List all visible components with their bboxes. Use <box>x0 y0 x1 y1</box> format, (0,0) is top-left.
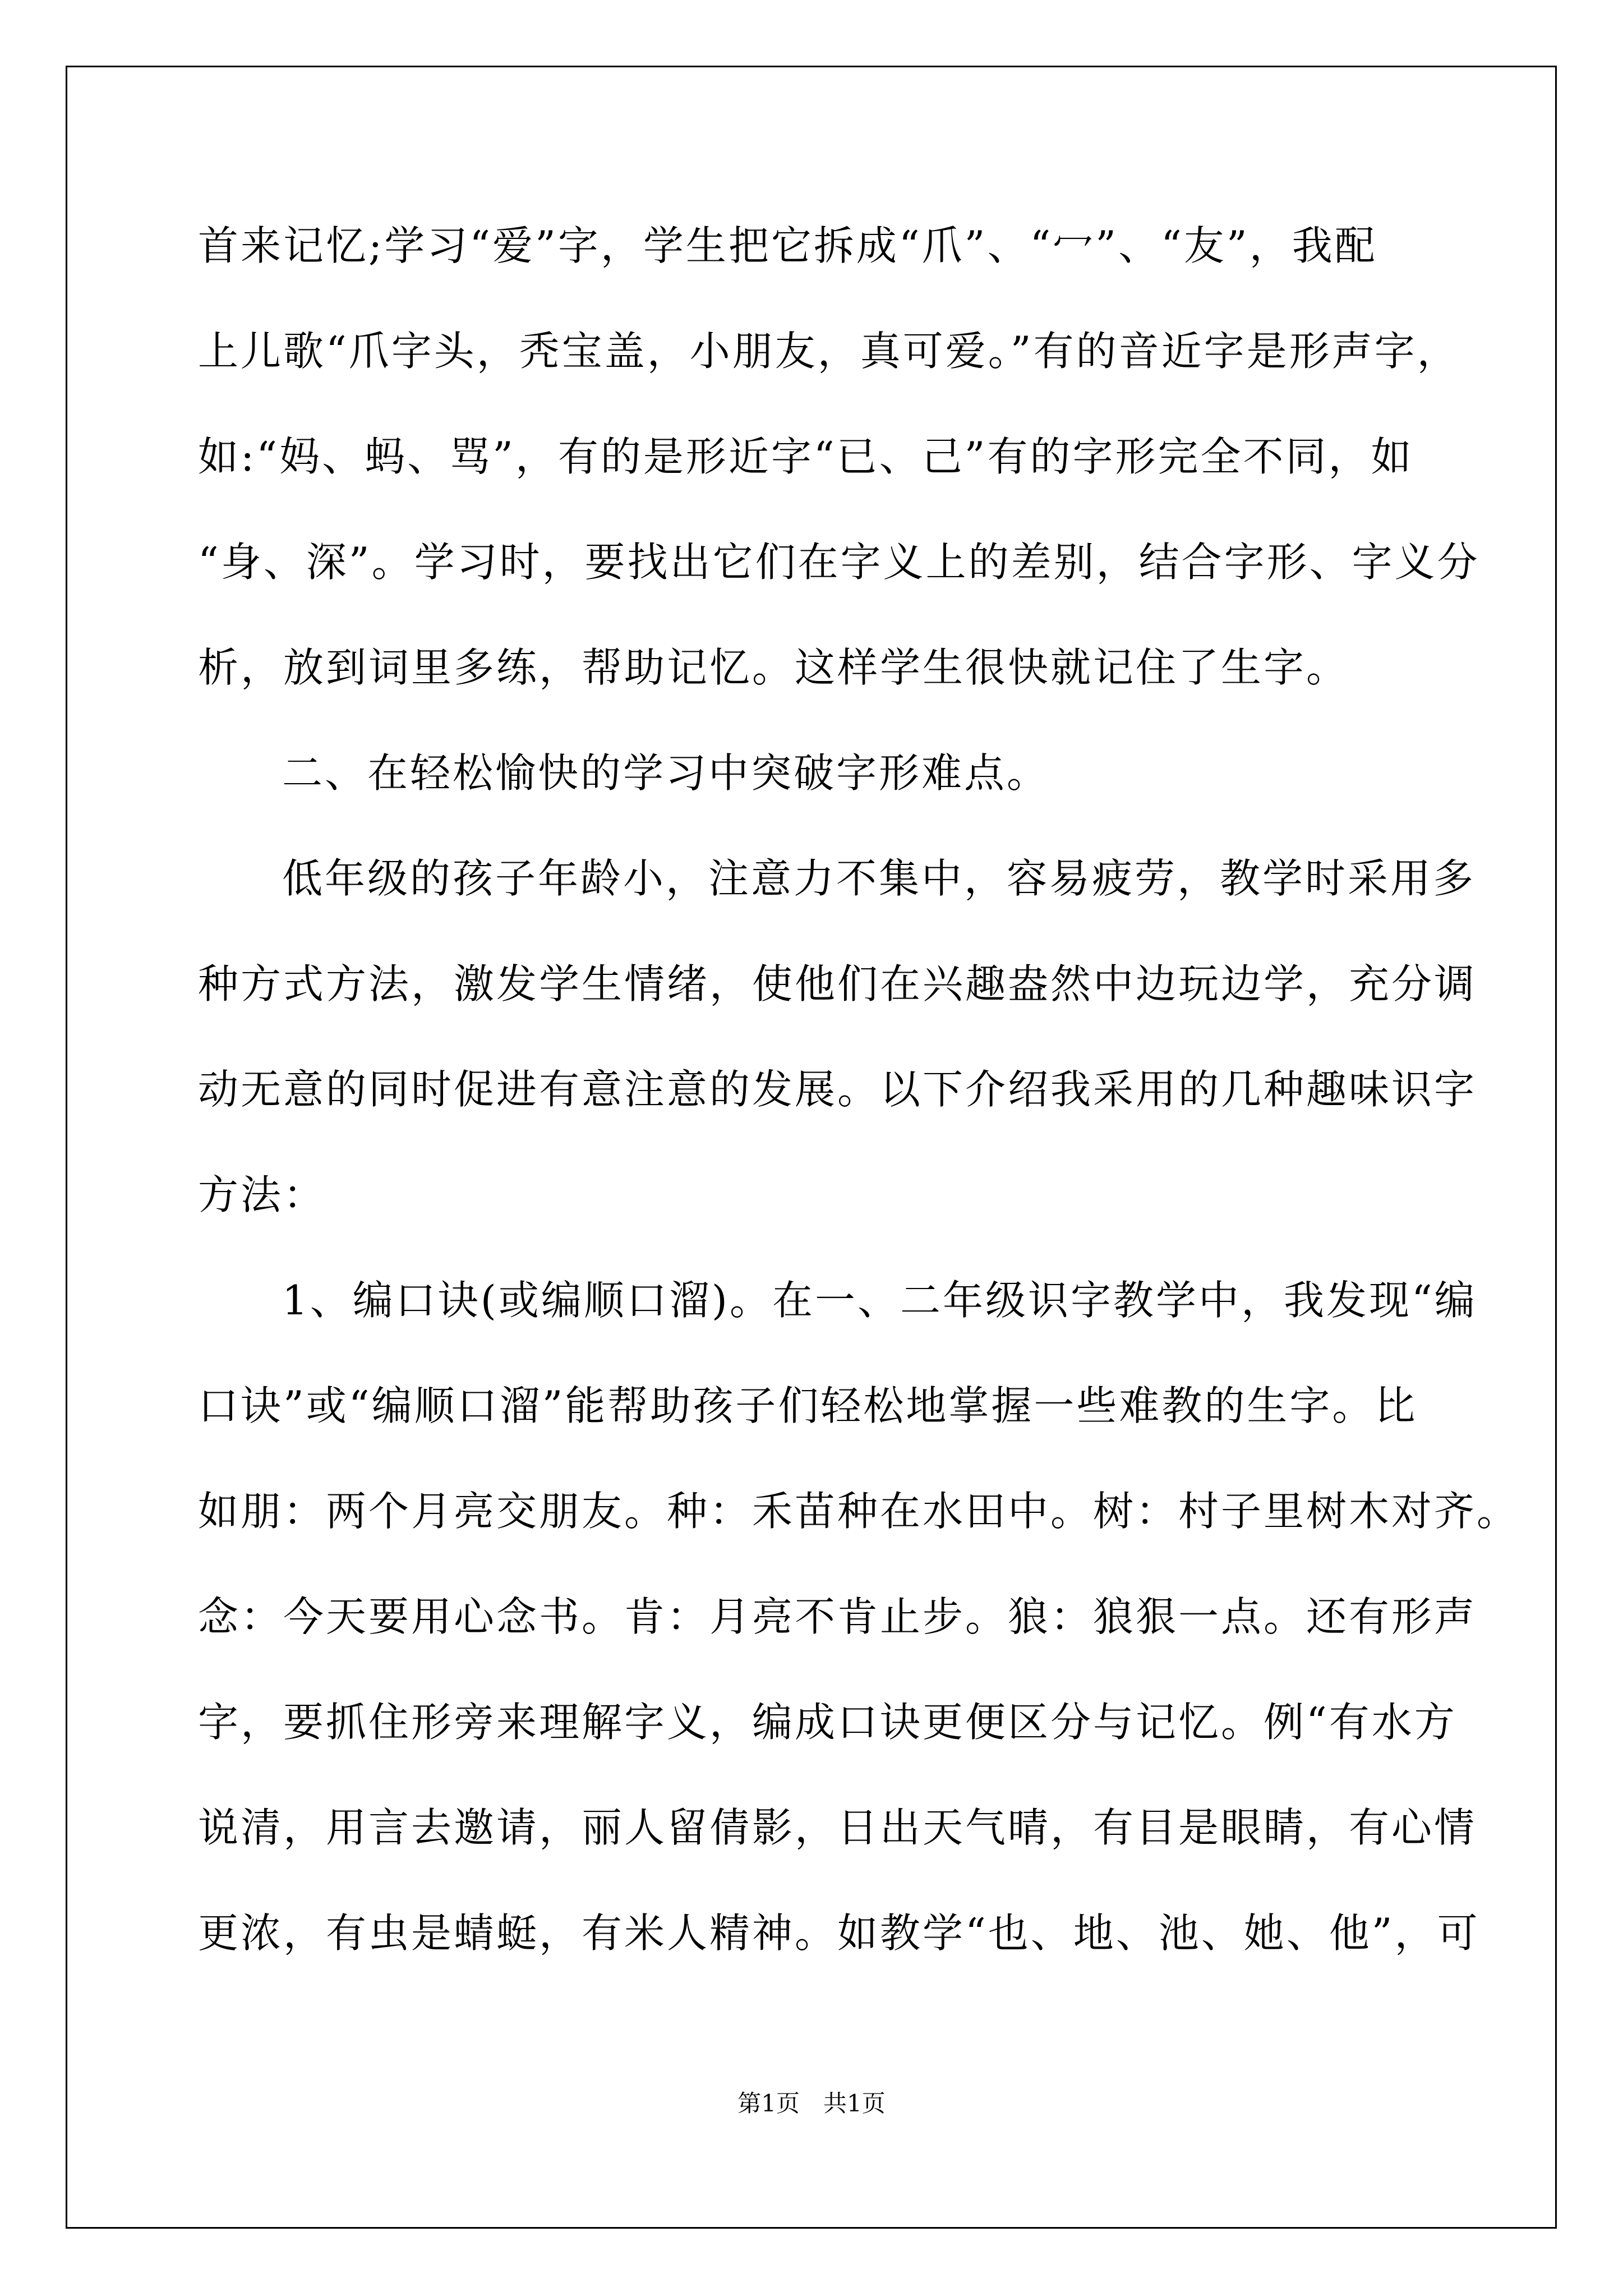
text-line: 上儿歌“爪字头，秃宝盖，小朋友，真可爱。”有的音近字是形声字， <box>198 328 1460 375</box>
page-border <box>66 66 1557 2229</box>
text-line: 口诀”或“编顺口溜”能帮助孩子们轻松地掌握一些难教的生字。比 <box>198 1382 1418 1429</box>
text-line: 种方式方法，激发学生情绪，使他们在兴趣盎然中边玩边学，充分调 <box>198 960 1477 1007</box>
text-line: 说清，用言去邀请，丽人留倩影，日出天气晴，有目是眼睛，有心情 <box>198 1804 1477 1851</box>
section-heading: 二、在轻松愉快的学习中突破字形难点。 <box>282 749 1050 797</box>
text-line: 首来记忆;学习“爱”字，学生把它拆成“爪”、“冖”、“友”，我配 <box>198 222 1377 269</box>
text-line: 如:“妈、蚂、骂”，有的是形近字“已、己”有的字形完全不同，如 <box>198 433 1414 480</box>
text-line: 方法： <box>198 1171 326 1218</box>
text-line: 如朋：两个月亮交朋友。种：禾苗种在水田中。树：村子里树木对齐。 <box>198 1488 1520 1535</box>
page-footer: 第1页 共1页 <box>737 2090 886 2117</box>
text-line: 念：今天要用心念书。肯：月亮不肯止步。狼：狼狠一点。还有形声 <box>198 1593 1477 1640</box>
text-line: 1、编口诀(或编顺口溜)。在一、二年级识字教学中，我发现“编 <box>282 1277 1477 1324</box>
text-line: 更浓，有虫是蜻蜓，有米人精神。如教学“也、地、池、她、他”，可 <box>198 1910 1480 1957</box>
text-line: 析，放到词里多练，帮助记忆。这样学生很快就记住了生字。 <box>198 644 1349 691</box>
text-line: 字，要抓住形旁来理解字义，编成口诀更便区分与记忆。例“有水方 <box>198 1699 1457 1746</box>
text-line: 动无意的同时促进有意注意的发展。以下介绍我采用的几种趣味识字 <box>198 1066 1477 1113</box>
text-line: “身、深”。学习时，要找出它们在字义上的差别，结合字形、字义分 <box>198 539 1480 586</box>
text-line: 低年级的孩子年龄小，注意力不集中，容易疲劳，教学时采用多 <box>282 855 1476 902</box>
